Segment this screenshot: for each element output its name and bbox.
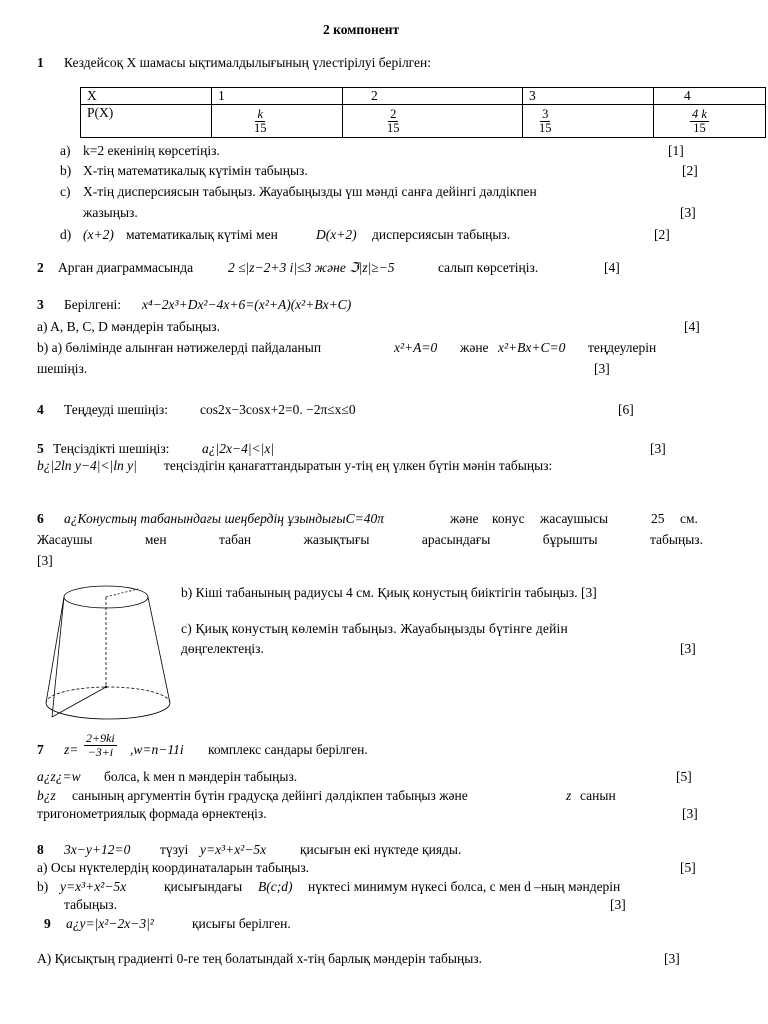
p4-num: 4 k — [692, 106, 707, 121]
p2-den: 15 — [387, 120, 400, 135]
q8-a-mark: [5] — [680, 860, 696, 875]
q8-a-text: a) Осы нүктелердің координаталарын табыңыз. — [37, 860, 310, 875]
cone-bottom-back-arc — [46, 687, 170, 703]
q2-text: Арган диаграммасында — [58, 260, 194, 275]
q1c-mark: [3] — [680, 205, 696, 220]
page-heading: 2 компонент — [323, 22, 400, 37]
q6-w6: бұрышты — [542, 532, 598, 547]
q1b-mark: [2] — [682, 163, 698, 178]
table-cell-p2 — [343, 105, 523, 138]
q6-w2: мен — [144, 532, 167, 547]
q2-number: 2 — [37, 260, 44, 275]
q4-text: Теңдеуді шешіңіз: — [64, 402, 168, 417]
table-cell-p3 — [523, 105, 654, 138]
q6-a-text2: конус — [492, 511, 525, 526]
q8-math1: 3x−y+12=0 — [64, 842, 131, 857]
q5-mark: [3] — [650, 441, 666, 456]
q8-text1: түзуі — [160, 842, 189, 857]
p1-den: 15 — [254, 120, 267, 135]
q3b-text2: және — [460, 340, 489, 355]
cone-bottom-front-arc — [46, 703, 170, 719]
q7-b-math2: z — [566, 788, 572, 803]
fraction-p2 — [385, 108, 402, 135]
q5-text: Теңсіздікті шешіңіз: — [53, 441, 170, 456]
q3a-mark: [4] — [684, 319, 700, 334]
q6-w7: табыңыз. — [649, 532, 703, 547]
q7-b-text3: тригонометриялық формада өрнектеңіз. — [37, 806, 267, 821]
q5-math-b: b¿|2ln y−4|<|ln y| — [37, 458, 137, 473]
q1d-mark: [2] — [654, 227, 670, 242]
q5-b-text: теңсіздігін қанағаттандыратын у-тің ең үлкен бүтін мәнін табыңыз: — [164, 458, 553, 473]
p4-den: 15 — [693, 120, 706, 135]
table-cell-p4 — [654, 105, 766, 138]
q3a-text: a) A, B, C, D мәндерін табыңыз. — [37, 319, 220, 334]
q8-b-text3: табыңыз. — [64, 897, 117, 912]
q6-w4: жазықтығы — [303, 532, 370, 547]
q3-text: Берілгені: — [64, 297, 122, 312]
q6-a-mark: [3] — [37, 553, 53, 568]
q3b-text4: шешіңіз. — [37, 361, 88, 376]
table-cell-x-label: X — [81, 88, 212, 105]
q1c-text: Х-тің дисперсиясын табыңыз. Жауабыңызды үш мәнді санға дейінгі дәлдікпен — [83, 184, 537, 199]
q6-w1: Жасаушы — [37, 532, 93, 547]
table-cell-p-label: P(X) — [81, 105, 212, 138]
q1-text: Кездейсоқ X шамасы ықтималдылығының үлестірілуі берілген: — [64, 55, 432, 70]
cone-top-radius — [106, 589, 138, 597]
q7-b-text: санының аргументін бүтін градусқа дейінгі дәлдікпен табыңыз және — [72, 788, 468, 803]
q2-math: 2 ≤|z−2+3 i|≤3 және ℑ|z|≥−5 — [228, 260, 395, 275]
q6-w5: арасындағы — [421, 532, 491, 547]
cone-right-edge — [148, 597, 170, 703]
q6-number: 6 — [37, 511, 44, 526]
q1b-text: Х-тің математикалық күтімін табыңыз. — [83, 163, 308, 178]
q1a-mark: [1] — [668, 143, 684, 158]
q1b-label: b) — [60, 163, 72, 178]
table-cell-x3 — [523, 88, 654, 105]
q1d-text2: дисперсиясын табыңыз. — [372, 227, 511, 242]
fraction-p1 — [252, 108, 269, 135]
x3-value: 3 — [529, 88, 536, 103]
truncated-cone-figure — [38, 583, 176, 723]
q6-b-text: b) Кіші табанының радиусы 4 см. Қиық конустың биіктігін табыңыз. [3] — [181, 585, 597, 600]
q4-math: cos2x−3cosx+2=0. −2π≤x≤0 — [200, 402, 356, 417]
q8-b-text1: қисығындағы — [164, 879, 243, 894]
q4-number: 4 — [37, 402, 44, 417]
q5-number: 5 — [37, 441, 44, 456]
q3-math: x⁴−2x³+Dx²−4x+6=(x²+A)(x²+Bx+C) — [142, 297, 352, 312]
q7-a-mark: [5] — [676, 769, 692, 784]
distribution-table — [80, 87, 766, 138]
q6-c-text1: c) Қиық конустың көлемін табыңыз. Жауабыңызды бүтінге дейін — [181, 621, 568, 636]
q3b-mark: [3] — [594, 361, 610, 376]
q7-b-math: b¿z — [37, 788, 56, 803]
table-cell-x1: 1 — [212, 88, 343, 105]
q6-a-math: a¿Конустың табанындағы шеңбердің ұзындығыC=40π — [64, 511, 384, 526]
q1d-math2: D(x+2) — [316, 227, 357, 242]
q6-a-text4: 25 — [651, 511, 665, 526]
p3-den: 15 — [539, 120, 552, 135]
q7-b-text2: санын — [580, 788, 616, 803]
q1d-math1: (x+2) — [83, 227, 114, 242]
q1d-text1: математикалық күтімі мен — [126, 227, 278, 242]
q3b-math1: x²+A=0 — [394, 340, 438, 355]
p2-num: 2 — [390, 106, 397, 121]
q9-A-text: A) Қисықтың градиенті 0-ге тең болатындай x-тің барлық мәндерін табыңыз. — [37, 951, 482, 966]
q3b-text3: теңдеулерін — [588, 340, 657, 355]
fraction-p3 — [537, 108, 554, 135]
q6-line2 — [37, 532, 703, 548]
q6-c-mark: [3] — [680, 641, 696, 656]
table-row-p — [81, 105, 766, 138]
q7-text: комплекс сандары берілген. — [208, 742, 368, 757]
q8-number: 8 — [37, 842, 44, 857]
q6-a-text3: жасаушысы — [540, 511, 609, 526]
q8-b-math1: y=x³+x²−5x — [60, 879, 127, 894]
table-cell-x4: 4 — [654, 88, 766, 105]
q5-math-a: a¿|2x−4|<|x| — [202, 441, 275, 456]
q3-number: 3 — [37, 297, 44, 312]
z-fraction — [84, 732, 117, 759]
q1c-label: c) — [60, 184, 71, 199]
q3b-text1: b) а) бөлімінде алынған нәтижелерді пайдаланып — [37, 340, 322, 355]
q7-a-text: болса, k мен n мәндерін табыңыз. — [104, 769, 298, 784]
q1a-text: k=2 екенінің көрсетіңіз. — [83, 143, 220, 158]
q6-a-text5: см. — [680, 511, 698, 526]
q8-math2: y=x³+x²−5x — [200, 842, 267, 857]
z-num: 2+9ki — [86, 731, 115, 745]
p3-num: 3 — [542, 106, 549, 121]
z-den: −3+i — [87, 745, 114, 759]
table-cell-p1 — [212, 105, 343, 138]
q6-a-text1: және — [450, 511, 479, 526]
p1-num: k — [257, 106, 264, 121]
q8-b-text2: нүктесі минимум нүкесі болса, c мен d –ның мәндерін — [308, 879, 621, 894]
q1a-label: a) — [60, 143, 71, 158]
q8-b-math2: B(c;d) — [258, 879, 293, 894]
q9-number: 9 — [44, 916, 51, 931]
q6-c-text2: дөңгелектеңіз. — [181, 641, 264, 656]
q1-number: 1 — [37, 55, 44, 70]
q8-b-mark: [3] — [610, 897, 626, 912]
fraction-p4 — [690, 108, 709, 135]
q1d-label: d) — [60, 227, 72, 242]
q8-text2: қисығын екі нүктеде қияды. — [300, 842, 462, 857]
q2-mark: [4] — [604, 260, 620, 275]
q9-math: a¿y=|x²−2x−3|² — [66, 916, 154, 931]
q9-A-mark: [3] — [664, 951, 680, 966]
q7-w-math: ,w=n−11i — [130, 742, 184, 757]
cone-bottom-radius — [52, 687, 106, 717]
q7-z-label: z= — [64, 742, 79, 757]
q3b-math2: x²+Bx+C=0 — [498, 340, 566, 355]
q1c-text2: жазыңыз. — [83, 205, 138, 220]
q7-number: 7 — [37, 742, 44, 757]
q9-text: қисығы берілген. — [192, 916, 291, 931]
q8-b-label: b) — [37, 879, 49, 894]
cone-center-dot — [105, 686, 107, 688]
q4-mark: [6] — [618, 402, 634, 417]
q7-a-math: a¿z¿=w — [37, 769, 81, 784]
q7-b-mark: [3] — [682, 806, 698, 821]
q7-z-fraction — [84, 732, 117, 759]
q6-w3: табан — [219, 532, 252, 547]
q2-text2: салып көрсетіңіз. — [438, 260, 539, 275]
table-cell-x2: 2 — [343, 88, 523, 105]
table-row-x — [81, 88, 766, 105]
